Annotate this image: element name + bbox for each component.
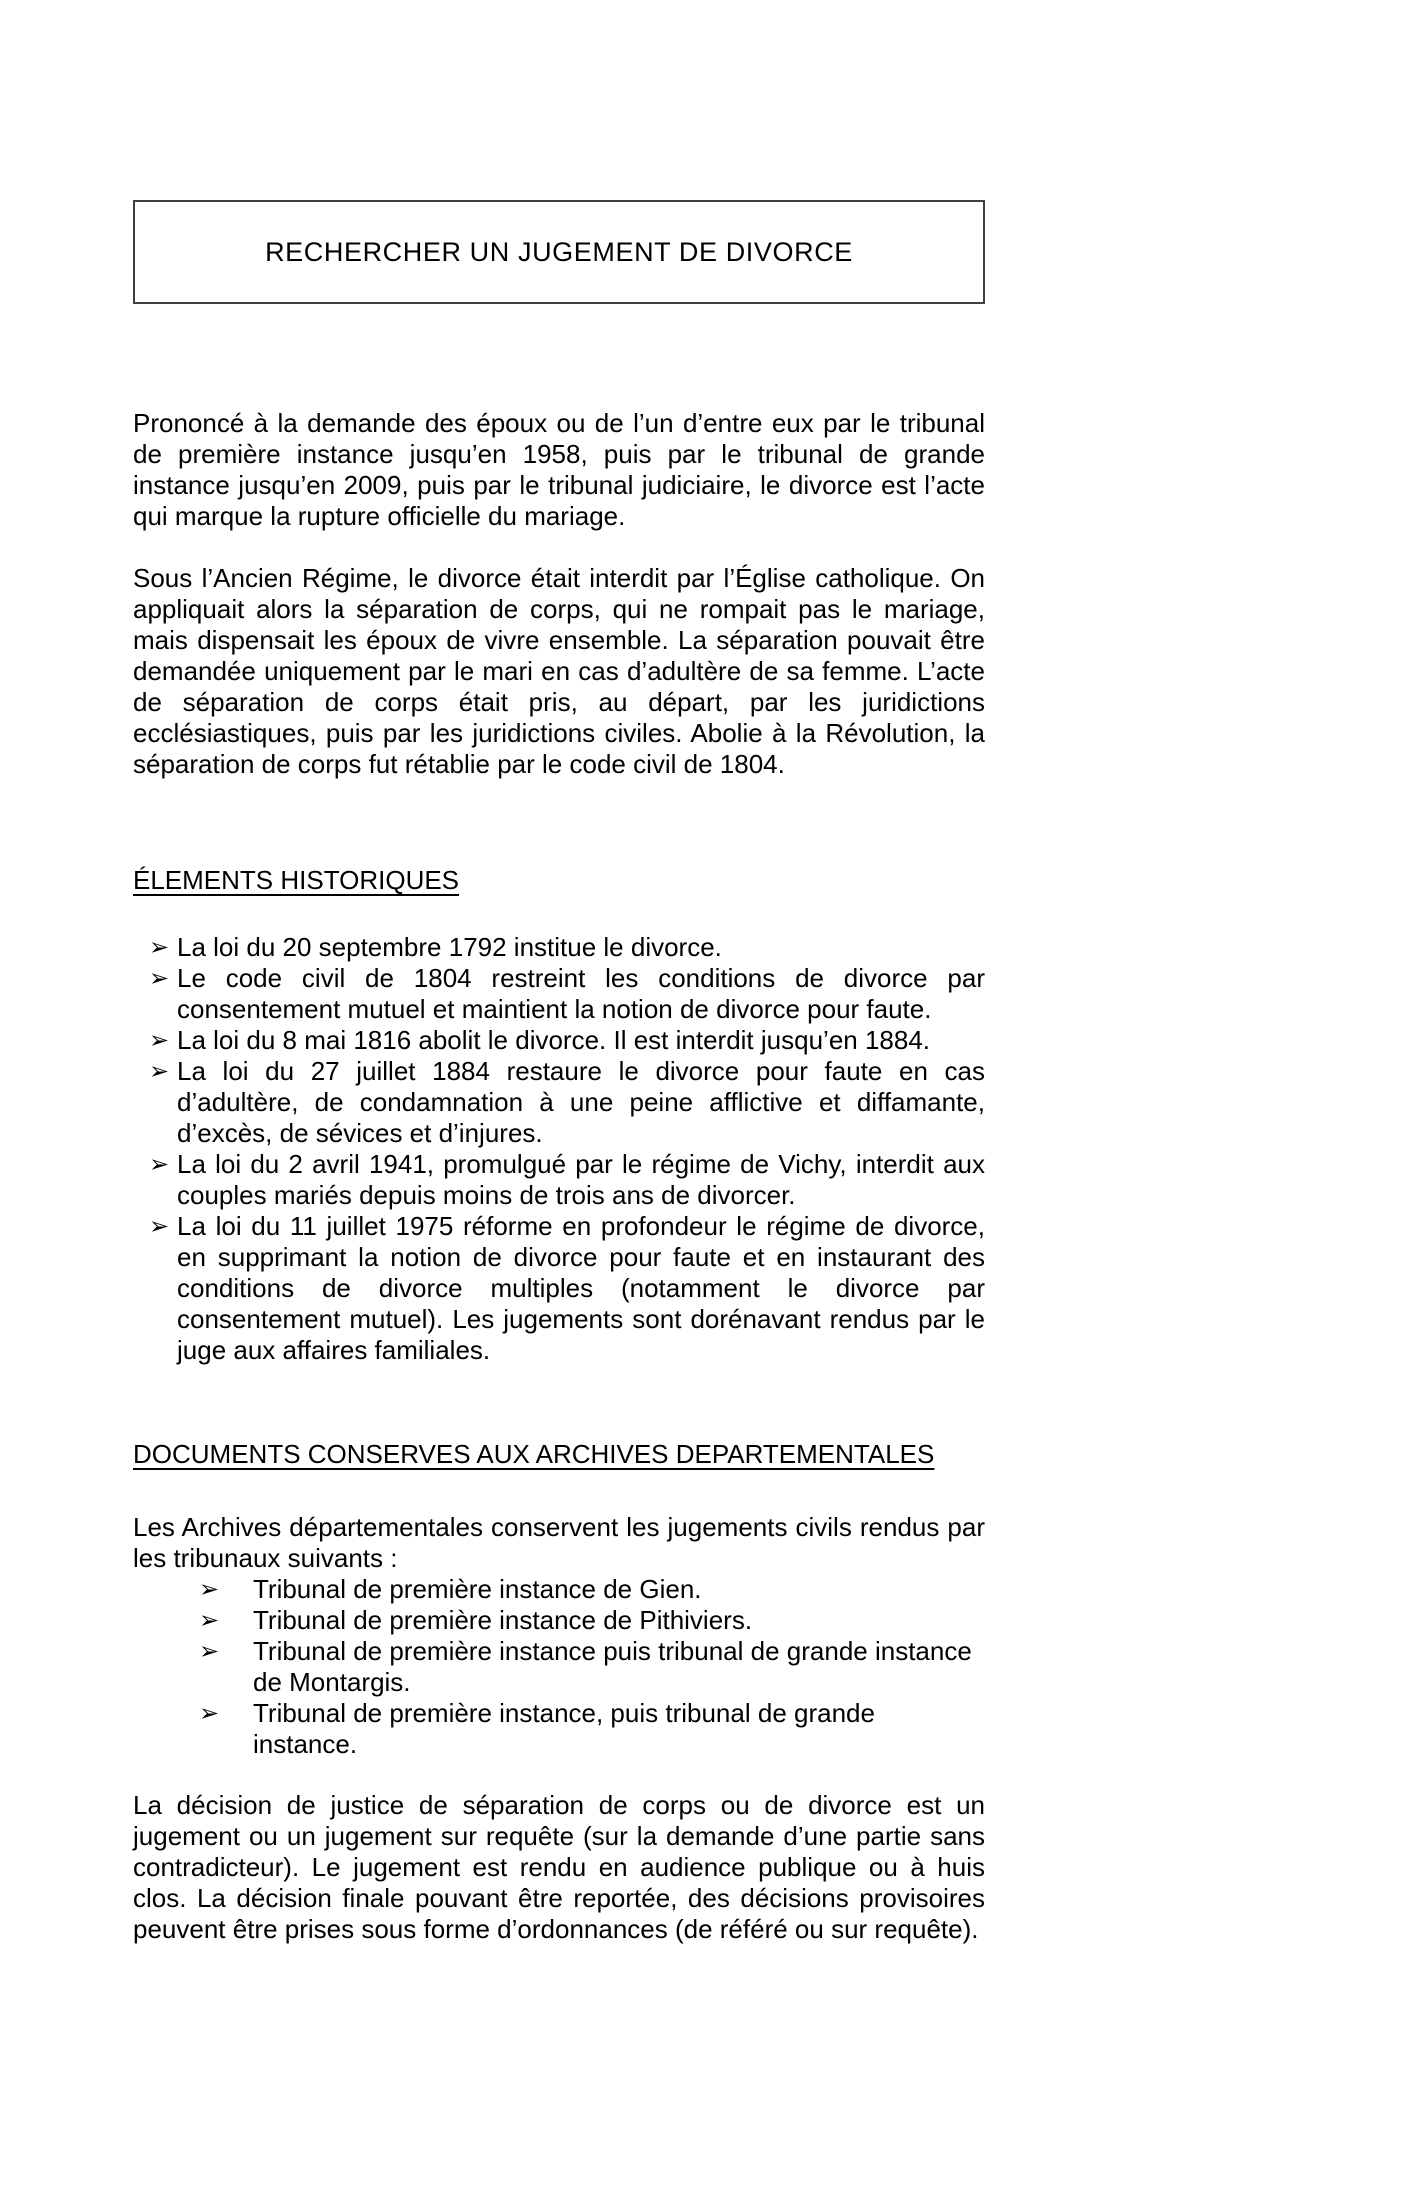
documents-intro-paragraph: Les Archives départementales conservent les jugements civils rendus par les tribunaux suivants : [133, 1512, 985, 1573]
section-heading-documents-conserves: DOCUMENTS CONSERVES AUX ARCHIVES DEPARTEMENTALES [133, 1439, 935, 1469]
list-item [133, 1574, 985, 1605]
list-item-text: Tribunal de première instance de Pithiviers. [253, 1605, 753, 1635]
list-item-text: La loi du 27 juillet 1884 restaure le divorce pour faute en cas d’adultère, de condamnation à une peine afflictive et diffamante, d’excès, de sévices et d’injures. [177, 1056, 985, 1148]
section-heading-elements-historiques: ÉLEMENTS HISTORIQUES [133, 865, 460, 895]
list-item [133, 963, 985, 1025]
list-item-text: Le code civil de 1804 restreint les conditions de divorce par consentement mutuel et maintient la notion de divorce pour faute. [177, 963, 985, 1024]
list-item [133, 1698, 985, 1760]
title-box [133, 200, 985, 304]
list-item [133, 1211, 985, 1366]
list-item-text: Tribunal de première instance de Gien. [253, 1574, 702, 1604]
arrow-bullet-icon: ➢ [199, 1699, 220, 1727]
arrow-bullet-icon: ➢ [149, 1057, 170, 1085]
intro-paragraph-2: Sous l’Ancien Régime, le divorce était interdit par l’Église catholique. On appliquait alors la séparation de corps, qui ne rompait pas le mariage, mais dispensait les époux de vivre ensemble. La séparation pouvait être demandée uniquement par le mari en cas d’adultère de sa femme. L’acte de séparation de corps était pris, au départ, par les juridictions ecclésiastiques, puis par les juridictions civiles. Abolie à la Révolution, la séparation de corps fut rétablie par le code civil de 1804. [133, 563, 985, 779]
list-item [133, 1025, 985, 1056]
list-item [133, 932, 985, 963]
list-item-text: La loi du 11 juillet 1975 réforme en profondeur le régime de divorce, en supprimant la notion de divorce pour faute et en instaurant des conditions de divorce multiples (notamment le divorce par consentement mutuel). Les jugements sont dorénavant rendus par le juge aux affaires familiales. [177, 1211, 985, 1365]
arrow-bullet-icon: ➢ [149, 933, 170, 961]
list-item-text: La loi du 20 septembre 1792 institue le divorce. [177, 932, 722, 962]
arrow-bullet-icon: ➢ [199, 1637, 220, 1665]
document-content [0, 200, 1415, 1945]
list-item-text: La loi du 8 mai 1816 abolit le divorce. Il est interdit jusqu’en 1884. [177, 1025, 931, 1055]
document-page [0, 200, 1415, 2200]
list-item [133, 1149, 985, 1211]
page-title: RECHERCHER UN JUGEMENT DE DIVORCE [265, 236, 853, 267]
tribunal-list [133, 1574, 985, 1760]
arrow-bullet-icon: ➢ [149, 1150, 170, 1178]
arrow-bullet-icon: ➢ [149, 964, 170, 992]
arrow-bullet-icon: ➢ [199, 1575, 220, 1603]
list-item-text: Tribunal de première instance, puis tribunal de grande instance. [253, 1698, 875, 1759]
list-item-text: La loi du 2 avril 1941, promulgué par le régime de Vichy, interdit aux couples mariés depuis moins de trois ans de divorcer. [177, 1149, 985, 1210]
list-item-text: Tribunal de première instance puis tribunal de grande instance de Montargis. [253, 1636, 972, 1697]
arrow-bullet-icon: ➢ [149, 1212, 170, 1240]
list-item [133, 1056, 985, 1149]
historical-events-list [133, 932, 985, 1366]
arrow-bullet-icon: ➢ [199, 1606, 220, 1634]
closing-paragraph: La décision de justice de séparation de corps ou de divorce est un jugement ou un jugement sur requête (sur la demande d’une partie sans contradicteur). Le jugement est rendu en audience publique ou à huis clos. La décision finale pouvant être reportée, des décisions provisoires peuvent être prises sous forme d’ordonnances (de référé ou sur requête). [133, 1790, 985, 1944]
arrow-bullet-icon: ➢ [149, 1026, 170, 1054]
intro-paragraph-1: Prononcé à la demande des époux ou de l’un d’entre eux par le tribunal de première instance jusqu’en 1958, puis par le tribunal de grande instance jusqu’en 2009, puis par le tribunal judiciaire, le divorce est l’acte qui marque la rupture officielle du mariage. [133, 408, 985, 531]
list-item [133, 1636, 985, 1698]
list-item [133, 1605, 985, 1636]
